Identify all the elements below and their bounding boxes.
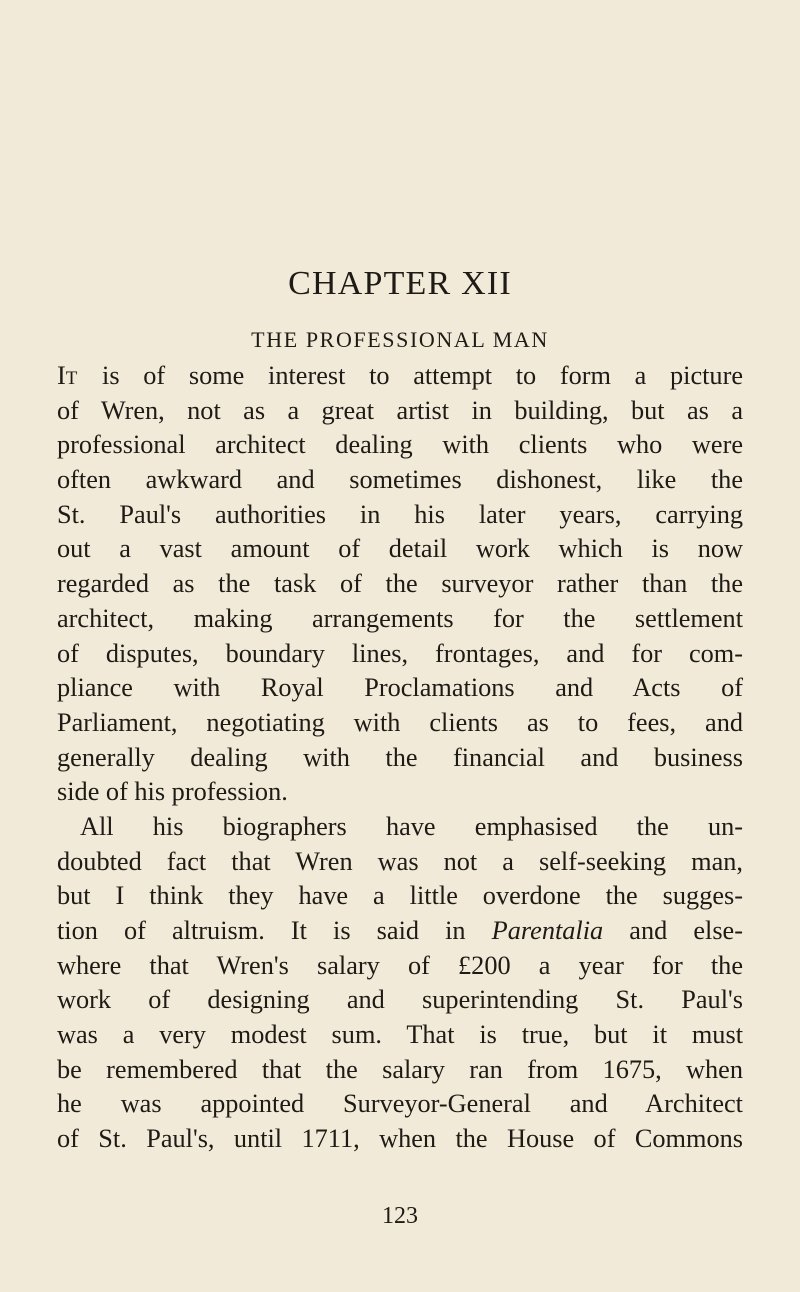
text-line: Parliament, negotiating with clients as to fees, and: [57, 707, 743, 737]
text-line: doubted fact that Wren was not a self-seeking man,: [57, 846, 743, 876]
chapter-title: THE PROFESSIONAL MAN: [251, 327, 549, 352]
text-line: side of his profession.: [57, 777, 288, 807]
text-line: tion of altruism. It is said in Parentalia and else-: [57, 916, 743, 945]
text-line: but I think they have a little overdone the sugges-: [57, 881, 743, 911]
text-line: where that Wren's salary of £200 a year for the: [57, 950, 743, 980]
text-line: work of designing and superintending St. Paul's: [57, 985, 743, 1015]
text-line: regarded as the task of the surveyor rather than the: [57, 569, 743, 599]
text-line: architect, making arrangements for the settlement: [57, 603, 743, 633]
text-line: All his biographers have emphasised the un-: [80, 811, 743, 841]
text-line: IT is of some interest to attempt to form a picture: [57, 361, 743, 390]
text-line: pliance with Royal Proclamations and Acts of: [57, 673, 743, 703]
text-line: of Wren, not as a great artist in building, but as a: [57, 395, 743, 425]
italic-title: Parentalia: [491, 916, 604, 945]
dropcap-letter: I: [57, 361, 66, 390]
body-text: [57, 359, 743, 1157]
text-line: professional architect dealing with clients who were: [57, 430, 743, 460]
smallcaps-letters: T: [65, 368, 79, 389]
text-line: often awkward and sometimes dishonest, like the: [57, 465, 743, 495]
text-line: St. Paul's authorities in his later years, carrying: [57, 499, 743, 529]
text-line: he was appointed Surveyor-General and Architect: [57, 1089, 743, 1119]
text-line: of disputes, boundary lines, frontages, and for com-: [57, 638, 743, 668]
text-line: be remembered that the salary ran from 1675, when: [57, 1054, 743, 1084]
text-line: of St. Paul's, until 1711, when the House of Commons: [57, 1124, 743, 1154]
chapter-heading: CHAPTER XII: [288, 265, 512, 302]
text-line: out a vast amount of detail work which is now: [57, 534, 743, 564]
page-number: 123: [382, 1203, 418, 1229]
text-line: generally dealing with the financial and business: [57, 742, 743, 772]
text-line: was a very modest sum. That is true, but it must: [57, 1020, 743, 1050]
